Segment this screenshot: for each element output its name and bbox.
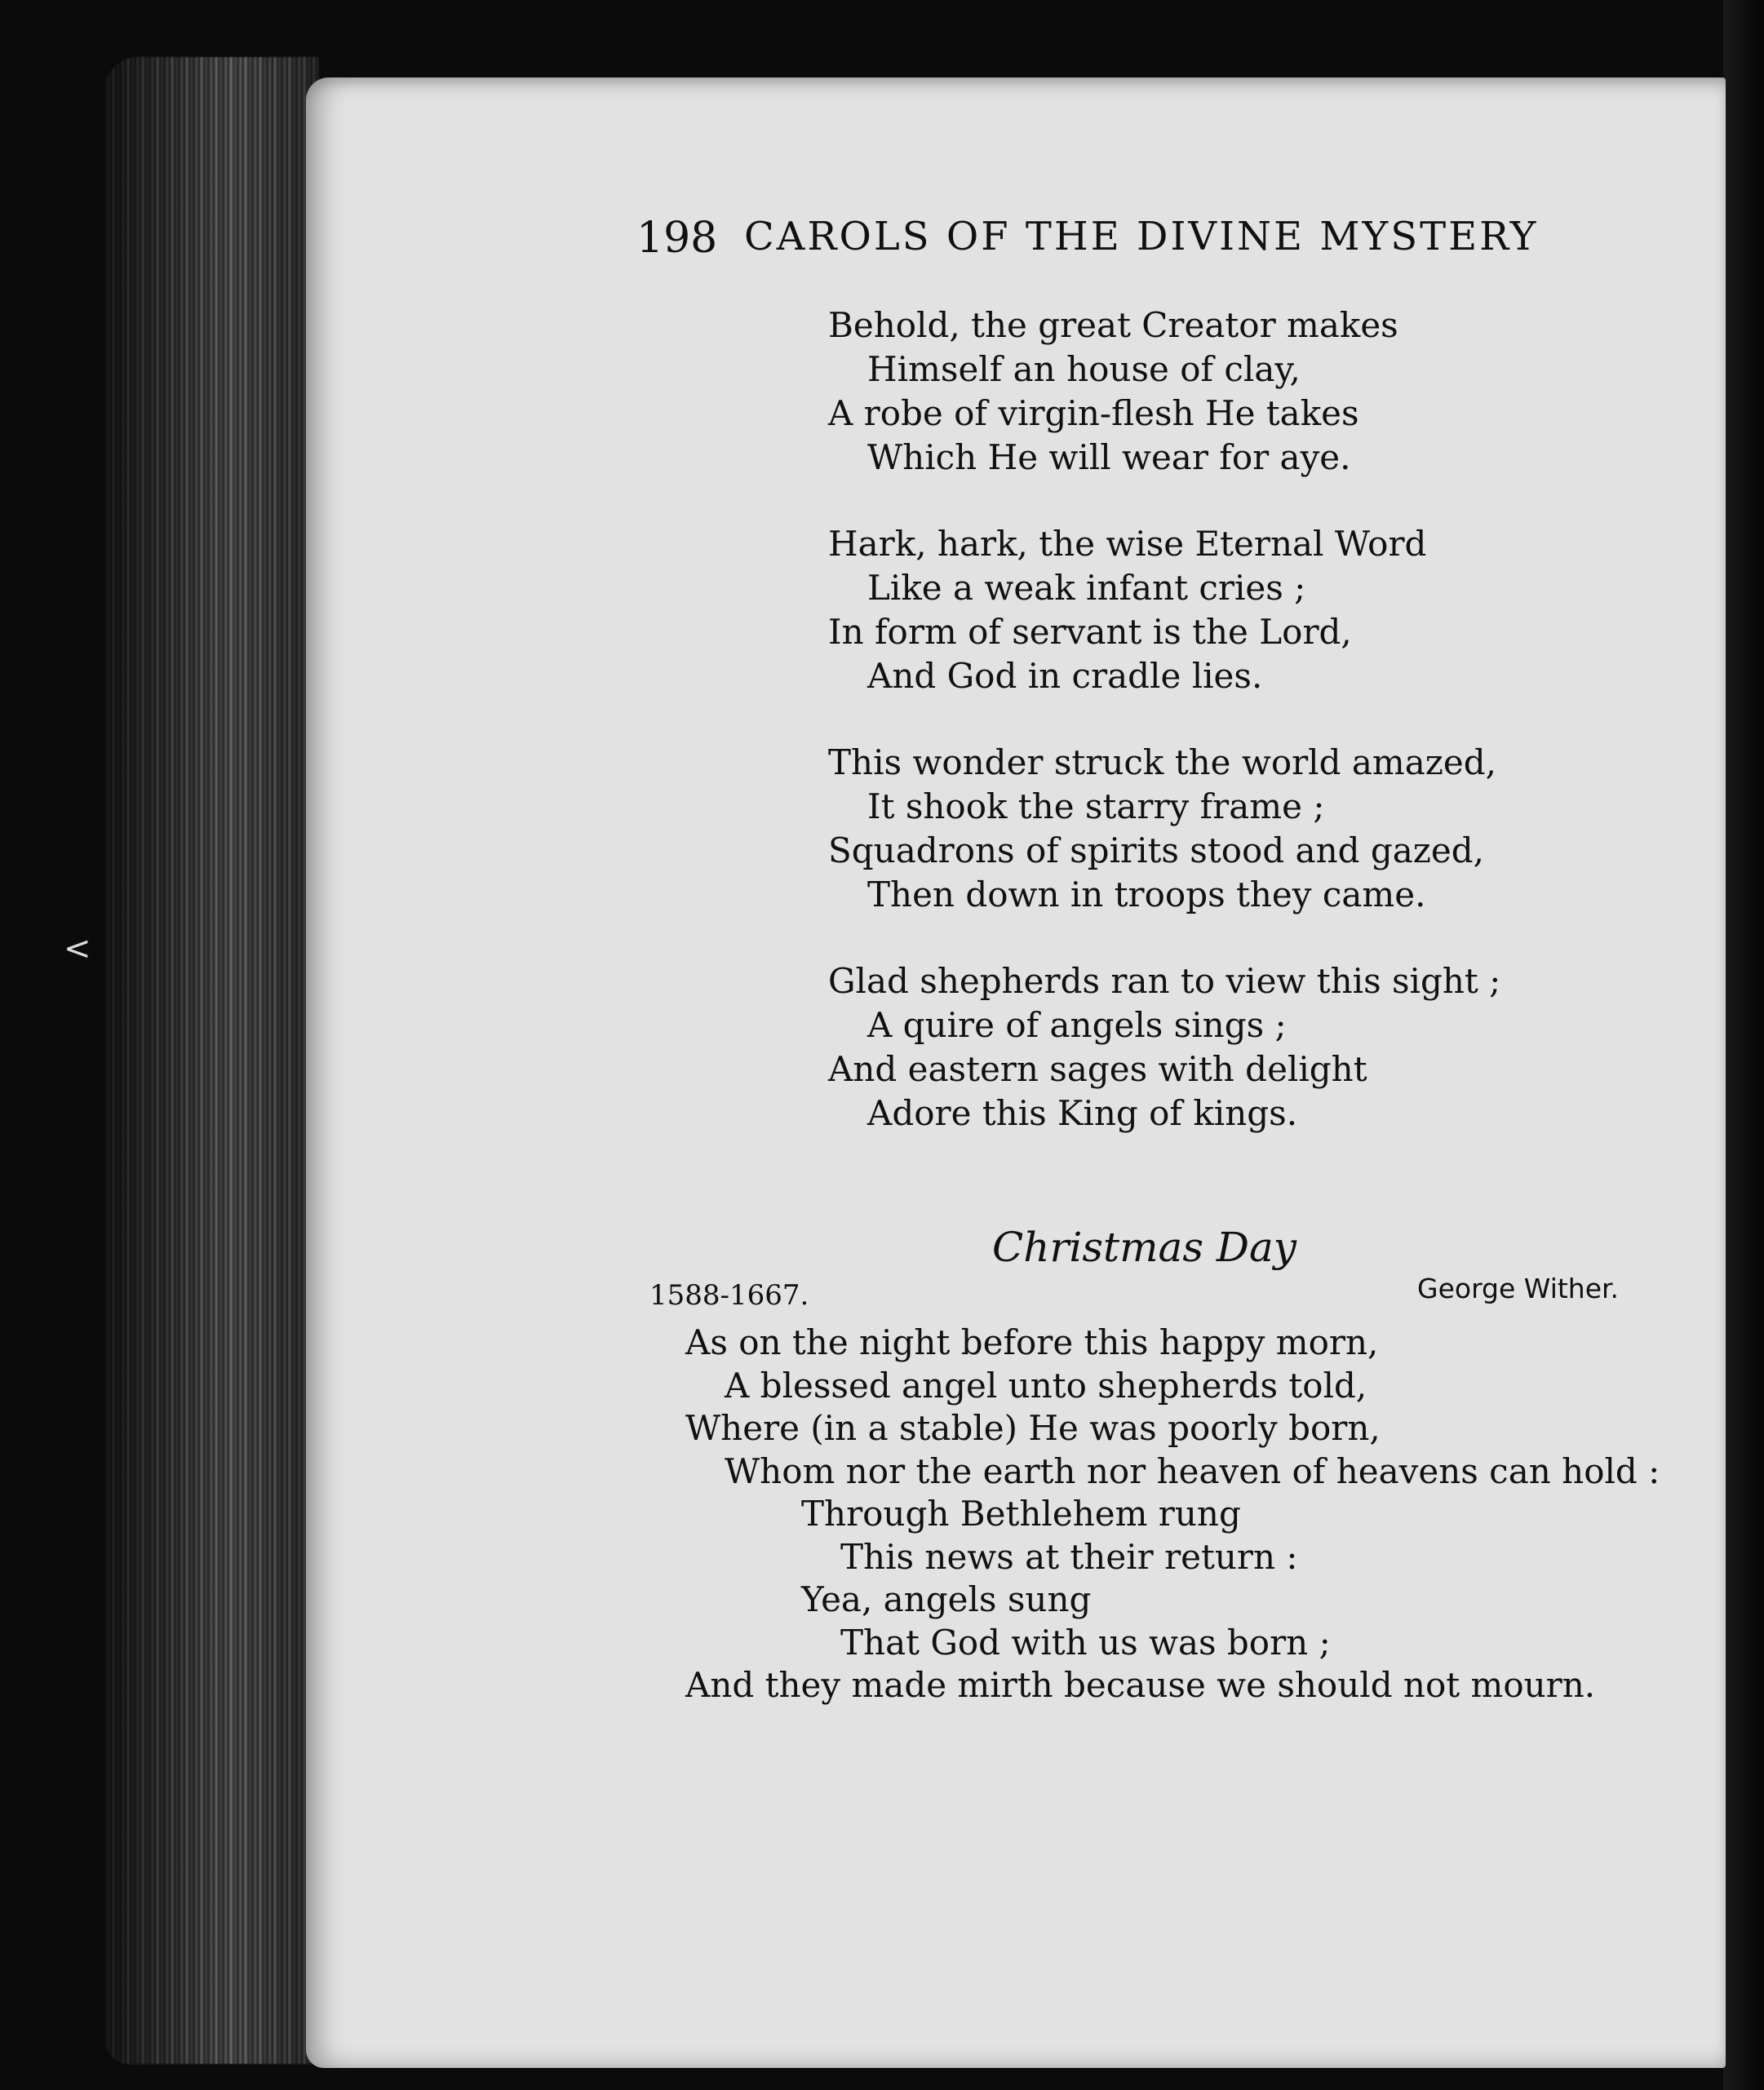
poem-line: A blessed angel unto shepherds told, <box>725 1365 1367 1406</box>
verse-line: Behold, the great Creator makes <box>828 305 1398 345</box>
verse-line: Hark, hark, the wise Eternal Word <box>828 524 1427 564</box>
verse-line: Then down in troops they came. <box>867 875 1426 914</box>
poem-author: George Wither. <box>1417 1273 1620 1304</box>
poem-stanza <box>685 1322 1660 1707</box>
poem-dates: 1588-1667. <box>649 1279 809 1312</box>
verse-line: Adore this King of kings. <box>867 1093 1298 1133</box>
poem-line: Whom nor the earth nor heaven of heavens can hold : <box>725 1450 1660 1491</box>
verse-line: Himself an house of clay, <box>867 349 1301 389</box>
verse-line: A robe of virgin-flesh He takes <box>828 393 1359 433</box>
poem-line: Yea, angels sung <box>801 1579 1092 1619</box>
verse-line: In form of servant is the Lord, <box>828 612 1352 652</box>
verse-line: Squadrons of spirits stood and gazed, <box>828 830 1485 870</box>
stanza-1 <box>828 303 1398 480</box>
poem-line: Where (in a stable) He was poorly born, <box>685 1408 1381 1448</box>
stanza-2 <box>828 522 1426 698</box>
verse-line: This wonder struck the world amazed, <box>828 742 1496 782</box>
page-edge-shadow <box>106 57 318 2064</box>
verse-line: And eastern sages with delight <box>828 1049 1367 1089</box>
margin-mark: < <box>64 930 91 968</box>
verse-line: Glad shepherds ran to view this sight ; <box>828 961 1501 1001</box>
verse-line: It shook the starry frame ; <box>867 786 1325 826</box>
poem-line: That God with us was born ; <box>840 1622 1331 1663</box>
poem-line: And they made mirth because we should not mourn. <box>685 1665 1596 1705</box>
poem-title: Christmas Day <box>992 1224 1297 1271</box>
verse-line: Which He will wear for aye. <box>867 437 1351 477</box>
poem-line: Through Bethlehem rung <box>801 1494 1241 1534</box>
binding-edge <box>1723 0 1764 2090</box>
page-number: 198 <box>636 214 718 263</box>
verse-line: A quire of angels sings ; <box>867 1005 1287 1045</box>
poem-line: As on the night before this happy morn, <box>685 1322 1379 1362</box>
verse-line: And God in cradle lies. <box>867 656 1263 696</box>
stanza-4 <box>828 959 1500 1136</box>
poem-line: This news at their return : <box>840 1536 1298 1577</box>
verse-line: Like a weak infant cries ; <box>867 568 1306 608</box>
running-title: CAROLS OF THE DIVINE MYSTERY <box>744 214 1539 259</box>
stanza-3 <box>828 741 1496 917</box>
